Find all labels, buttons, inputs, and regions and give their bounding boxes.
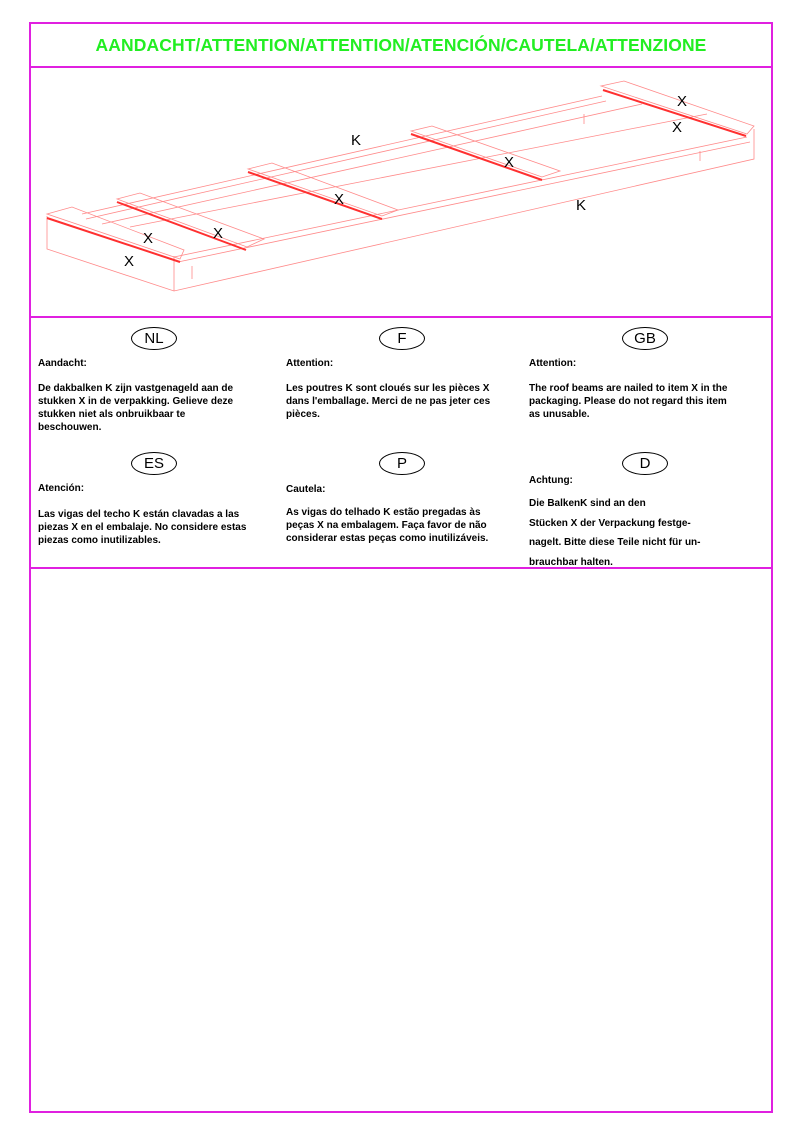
label-x: X	[212, 225, 224, 242]
text-p: As vigas do telhado K estão pregadas às peças X na embalagem. Faça favor de não considerar estas peças como inutilizáveis.	[286, 507, 489, 544]
label-x: X	[671, 119, 683, 136]
cross-pieces	[47, 81, 754, 262]
divider	[31, 316, 771, 318]
text-nl: De dakbalken K zijn vastgenageld aan de stukken X in de verpakking. Gelieve deze stukken niet als onbruikbaar te beschouwen.	[38, 383, 234, 433]
language-badge-p: P	[379, 452, 425, 475]
text-f: Les poutres K sont cloués sur les pièces X dans l'emballage. Merci de ne pas jeter ces pièces.	[286, 383, 491, 420]
heading-nl: Aandacht:	[38, 358, 87, 369]
label-x: X	[676, 93, 688, 110]
label-x: X	[503, 154, 515, 171]
notice-frame	[29, 22, 773, 1113]
language-badge-es: ES	[131, 452, 177, 475]
pallet-drawing	[31, 69, 771, 319]
text-gb: The roof beams are nailed to item X in the packaging. Please do not regard this item as unusable.	[529, 383, 728, 420]
heading-p: Cautela:	[286, 484, 326, 495]
divider	[31, 66, 771, 68]
label-x: X	[123, 253, 135, 270]
language-badge-nl: NL	[131, 327, 177, 350]
language-badge-f: F	[379, 327, 425, 350]
notice-title: AANDACHT/ATTENTION/ATTENTION/ATENCIÓN/CAUTELA/ATTENZIONE	[95, 35, 707, 55]
heading-d: Achtung:	[529, 475, 573, 486]
heading-es: Atención:	[38, 483, 85, 494]
cross-piece	[47, 207, 184, 262]
text-es: Las vigas del techo K están clavadas a las piezas X en el embalaje. No considere estas piezas como inutilizables.	[38, 509, 247, 546]
label-k: K	[575, 197, 587, 214]
cross-piece	[117, 193, 264, 250]
label-x: X	[142, 230, 154, 247]
language-badge-d: D	[622, 452, 668, 475]
divider	[31, 567, 771, 569]
label-k: K	[350, 132, 362, 149]
text-d: Die BalkenK sind an den Stücken X der Verpackung festge- nagelt. Bitte diese Teile nicht für un- brauchbar halten.	[529, 498, 701, 568]
heading-f: Attention:	[286, 358, 334, 369]
heading-gb: Attention:	[529, 358, 577, 369]
pallet-frame	[47, 96, 754, 291]
language-badge-gb: GB	[622, 327, 668, 350]
label-x: X	[333, 191, 345, 208]
